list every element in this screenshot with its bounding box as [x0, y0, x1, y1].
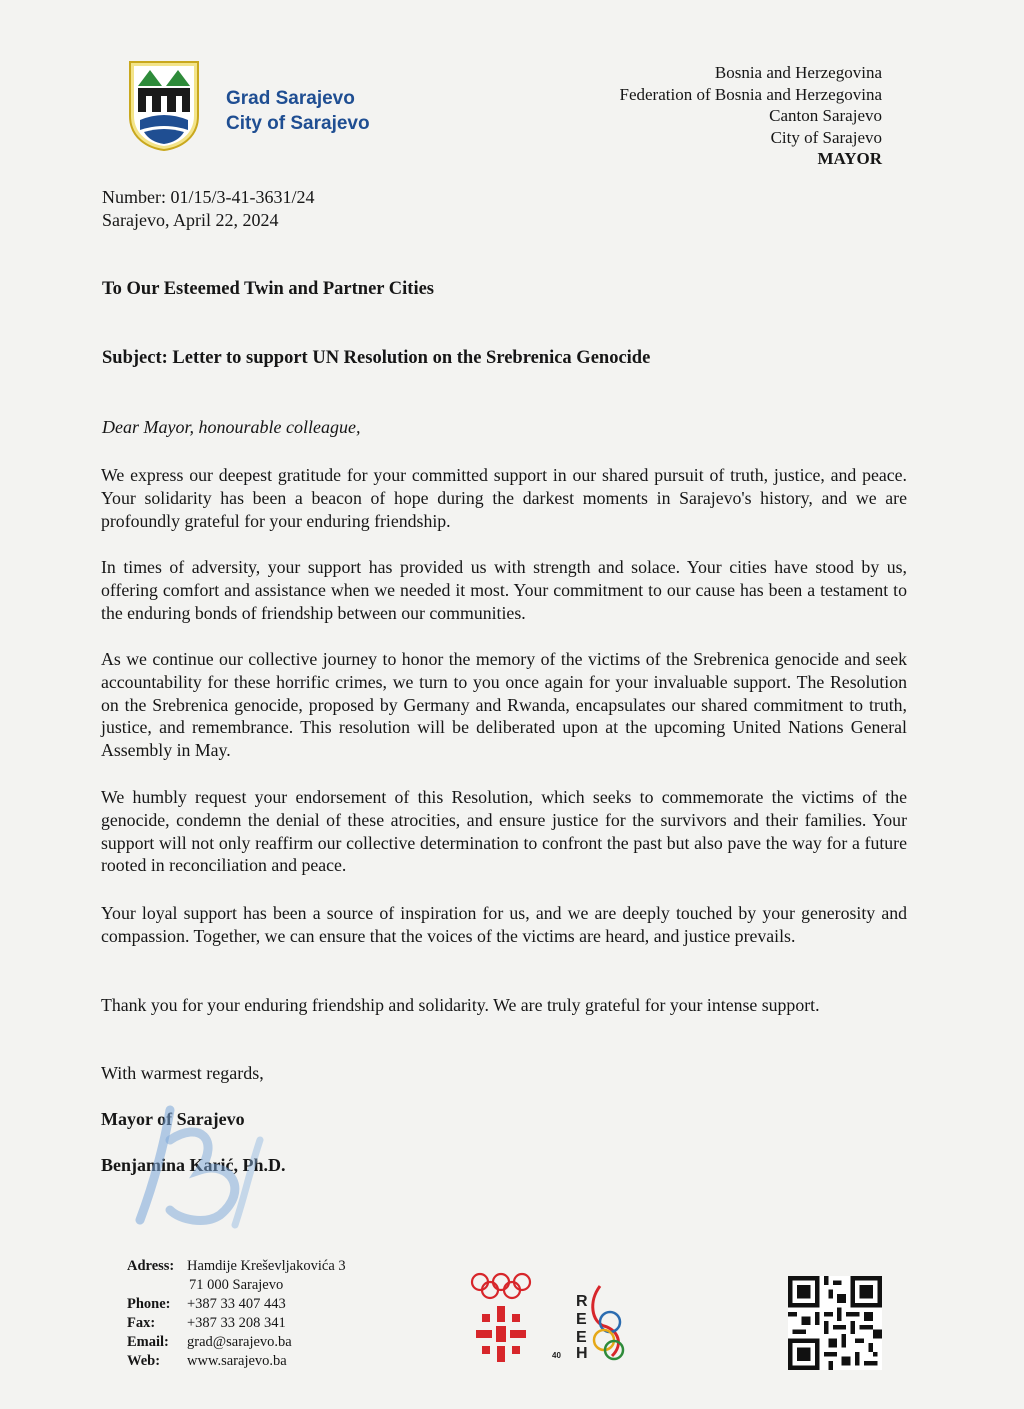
city-crest-icon: [128, 60, 200, 152]
closing-line: With warmest regards,: [101, 1063, 264, 1083]
body-paragraph: Thank you for your enduring friendship and solidarity. We are truly grateful for your intense support.: [101, 995, 820, 1015]
issuer-line: Canton Sarajevo: [769, 106, 882, 125]
svg-text:R: R: [576, 1293, 588, 1310]
qr-code-icon: [788, 1276, 882, 1370]
signatory-title: Mayor of Sarajevo: [101, 1109, 245, 1129]
contact-footer: [127, 1257, 346, 1371]
signature-icon: [110, 1100, 310, 1240]
svg-text:H: H: [576, 1345, 588, 1362]
letter-date: Sarajevo, April 22, 2024: [102, 210, 279, 230]
body-paragraph: In times of adversity, your support has provided us with strength and solace. Your cities have stood by us, offering comfort and assistance when we needed it most. Your commitment to our cause has been a testament to the enduring bonds of friendship between our communities.: [101, 557, 907, 623]
signatory-name: Benjamina Karić, Ph.D.: [101, 1155, 286, 1175]
issuer-line: Bosnia and Herzegovina: [714, 63, 882, 82]
address-line: Hamdije Kreševljakovića 3: [187, 1258, 346, 1274]
svg-text:E: E: [576, 1311, 587, 1328]
svg-text:E: E: [576, 1329, 587, 1346]
reference-number: Number: 01/15/3-41-3631/24: [102, 187, 315, 207]
address-label: Adress:: [127, 1258, 175, 1274]
subject-line: Subject: Letter to support UN Resolution on the Srebrenica Genocide: [102, 348, 651, 368]
issuer-line: Federation of Bosnia and Herzegovina: [619, 84, 882, 104]
olympic-logo-icon: [468, 1270, 534, 1366]
web-label: Web:: [127, 1353, 161, 1369]
brand-line-english: City of Sarajevo: [226, 113, 370, 134]
svg-text:40: 40: [552, 1351, 561, 1360]
reeh-logo-icon: [548, 1282, 634, 1364]
issuer-line: City of Sarajevo: [770, 127, 882, 147]
email-label: Email:: [127, 1334, 169, 1350]
email-link[interactable]: grad@sarajevo.ba: [187, 1334, 292, 1350]
issuer-title: MAYOR: [817, 149, 882, 168]
address-line: 71 000 Sarajevo: [189, 1277, 284, 1293]
body-paragraph: We express our deepest gratitude for your committed support in our shared pursuit of truth, justice, and peace. Your solidarity has been a beacon of hope during the darkest moments in Sarajevo's history, and we are profoundly grateful for your enduring friendship.: [101, 465, 907, 531]
body-paragraph: Your loyal support has been a source of inspiration for us, and we are deeply touched by your generosity and compassion. Together, we can ensure that the voices of the victims are heard, and justice prevails.: [101, 903, 907, 946]
city-brand: [226, 86, 370, 136]
phone-label: Phone:: [127, 1296, 171, 1312]
web-link[interactable]: www.sarajevo.ba: [187, 1353, 287, 1369]
body-paragraph: As we continue our collective journey to honor the memory of the victims of the Srebrenica genocide and seek accountability for these horrific crimes, we turn to you once again for your invaluable support. The Resolution on the Srebrenica genocide, proposed by Germany and Rwanda, encapsulates our shared commitment to truth, justice, and remembrance. This resolution will be deliberated upon at the upcoming United Nations General Assembly in May.: [101, 649, 907, 761]
brand-line-local: Grad Sarajevo: [226, 88, 355, 109]
issuer-block: [620, 62, 882, 170]
addressee: To Our Esteemed Twin and Partner Cities: [102, 279, 434, 299]
greeting: Dear Mayor, honourable colleague,: [102, 417, 361, 437]
letter-meta: [102, 186, 314, 232]
body-paragraph: We humbly request your endorsement of this Resolution, which seeks to commemorate the victims of the genocide, condemn the denial of these atrocities, and ensure justice for the survivors and their families. Your support will not only reaffirm our collective determination to confront the past but also pave the way for a future rooted in reconciliation and peace.: [101, 787, 907, 876]
fax-value: +387 33 208 341: [187, 1315, 286, 1331]
fax-label: Fax:: [127, 1315, 156, 1331]
phone-value: +387 33 407 443: [187, 1296, 286, 1312]
